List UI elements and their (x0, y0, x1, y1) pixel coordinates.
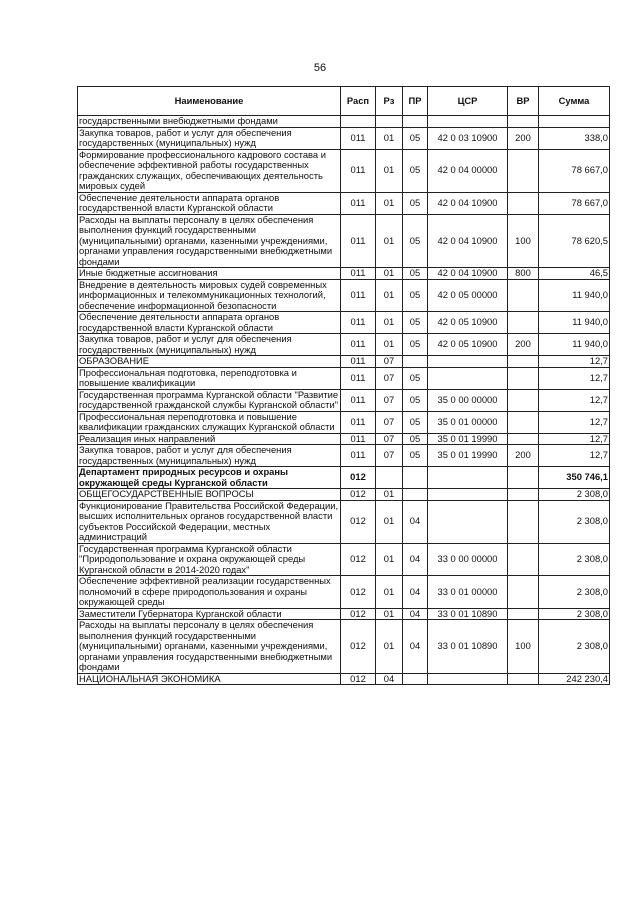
cell-sum: 2 308,0 (539, 500, 610, 543)
cell-name: Формирование профессионального кадрового состава и обеспечение эффективной работы государственных гражданских служащих, обеспечивающих деятельность мировых судей (78, 149, 341, 192)
cell-vr (508, 149, 539, 192)
cell-csr: 35 0 01 19990 (428, 433, 508, 445)
cell-sum: 78 667,0 (539, 192, 610, 214)
cell-vr (508, 279, 539, 312)
cell-pr: 05 (403, 312, 428, 334)
cell-rasp: 011 (341, 214, 376, 268)
cell-name: Заместители Губернатора Курганской области (78, 608, 341, 620)
cell-csr (428, 467, 508, 489)
cell-rasp: 012 (341, 673, 376, 685)
table-row (78, 279, 610, 312)
cell-csr: 42 0 04 00000 (428, 149, 508, 192)
cell-rasp: 012 (341, 620, 376, 674)
cell-sum: 2 308,0 (539, 620, 610, 674)
table-row (78, 334, 610, 356)
cell-pr: 04 (403, 576, 428, 609)
table-body (78, 116, 610, 685)
cell-name: НАЦИОНАЛЬНАЯ ЭКОНОМИКА (78, 673, 341, 685)
table-row (78, 127, 610, 149)
cell-csr (428, 500, 508, 543)
cell-vr (508, 467, 539, 489)
cell-csr: 42 0 04 10900 (428, 214, 508, 268)
cell-sum: 46,5 (539, 268, 610, 280)
cell-rz: 01 (376, 334, 403, 356)
cell-csr (428, 356, 508, 368)
cell-sum: 12,7 (539, 445, 610, 467)
cell-vr (508, 543, 539, 576)
cell-rz: 01 (376, 312, 403, 334)
cell-name: Государственная программа Курганской области "Природопользование и охрана окружающей среды Курганской области в 2014-2020 годах" (78, 543, 341, 576)
cell-sum: 12,7 (539, 389, 610, 411)
cell-sum: 350 746,1 (539, 467, 610, 489)
header-name: Наименование (78, 87, 341, 116)
cell-csr: 35 0 00 00000 (428, 389, 508, 411)
cell-rz: 01 (376, 279, 403, 312)
cell-vr: 800 (508, 268, 539, 280)
cell-vr (508, 673, 539, 685)
cell-rasp: 011 (341, 127, 376, 149)
cell-pr: 05 (403, 367, 428, 389)
cell-sum: 2 308,0 (539, 543, 610, 576)
cell-csr: 42 0 05 10900 (428, 312, 508, 334)
cell-rasp: 012 (341, 489, 376, 501)
cell-sum: 2 308,0 (539, 489, 610, 501)
cell-name: ОБРАЗОВАНИЕ (78, 356, 341, 368)
cell-rz (376, 467, 403, 489)
cell-csr: 42 0 04 10900 (428, 268, 508, 280)
header-rz: Рз (376, 87, 403, 116)
cell-name: Закупка товаров, работ и услуг для обеспечения государственных (муниципальных) нужд (78, 334, 341, 356)
cell-vr (508, 116, 539, 128)
table-row (78, 500, 610, 543)
cell-pr: 05 (403, 411, 428, 433)
cell-pr: 04 (403, 500, 428, 543)
cell-csr: 33 0 00 00000 (428, 543, 508, 576)
cell-rasp: 011 (341, 367, 376, 389)
table-row (78, 433, 610, 445)
header-vr: ВР (508, 87, 539, 116)
table-row (78, 543, 610, 576)
cell-pr: 05 (403, 192, 428, 214)
cell-name: Государственная программа Курганской области "Развитие государственной гражданской службы Курганской области" (78, 389, 341, 411)
cell-rasp (341, 116, 376, 128)
cell-csr (428, 489, 508, 501)
page-number: 56 (313, 62, 327, 74)
cell-rz: 01 (376, 268, 403, 280)
header-csr: ЦСР (428, 87, 508, 116)
cell-sum: 78 620,5 (539, 214, 610, 268)
cell-name: Профессиональная переподготовка и повышение квалификации гражданских служащих Курганской области (78, 411, 341, 433)
table-row (78, 489, 610, 501)
cell-vr: 200 (508, 445, 539, 467)
header-pr: ПР (403, 87, 428, 116)
cell-csr: 42 0 05 10900 (428, 334, 508, 356)
cell-name: Расходы на выплаты персоналу в целях обеспечения выполнения функций государственными (муниципальными) органами, казенными учреждениями, органами управления государственными внебюджетными фондами (78, 620, 341, 674)
cell-pr: 05 (403, 279, 428, 312)
cell-name: государственными внебюджетными фондами (78, 116, 341, 128)
header-sum: Сумма (539, 87, 610, 116)
cell-rz: 07 (376, 356, 403, 368)
cell-rz: 07 (376, 411, 403, 433)
cell-rasp: 011 (341, 445, 376, 467)
cell-rz: 04 (376, 673, 403, 685)
cell-pr (403, 489, 428, 501)
table-row (78, 116, 610, 128)
cell-rasp: 011 (341, 279, 376, 312)
table-row (78, 214, 610, 268)
cell-name: Реализация иных направлений (78, 433, 341, 445)
header-rasp: Расп (341, 87, 376, 116)
cell-csr (428, 367, 508, 389)
table-row (78, 673, 610, 685)
cell-pr: 05 (403, 268, 428, 280)
cell-sum: 2 308,0 (539, 608, 610, 620)
table-row (78, 467, 610, 489)
cell-csr: 35 0 01 19990 (428, 445, 508, 467)
cell-name: Закупка товаров, работ и услуг для обеспечения государственных (муниципальных) нужд (78, 445, 341, 467)
cell-rz: 01 (376, 127, 403, 149)
cell-pr: 05 (403, 127, 428, 149)
cell-rasp: 012 (341, 467, 376, 489)
cell-sum: 12,7 (539, 356, 610, 368)
cell-csr: 33 0 01 10890 (428, 608, 508, 620)
cell-name: Расходы на выплаты персоналу в целях обеспечения выполнения функций государственными (муниципальными) органами, казенными учреждениями, органами управления государственными внебюджетными фондами (78, 214, 341, 268)
cell-pr: 04 (403, 608, 428, 620)
cell-sum: 11 940,0 (539, 312, 610, 334)
cell-sum (539, 116, 610, 128)
cell-rz: 07 (376, 367, 403, 389)
cell-pr (403, 116, 428, 128)
cell-rz: 01 (376, 620, 403, 674)
cell-sum: 242 230,4 (539, 673, 610, 685)
cell-sum: 12,7 (539, 433, 610, 445)
cell-name: Обеспечение деятельности аппарата органов государственной власти Курганской области (78, 312, 341, 334)
cell-rasp: 012 (341, 576, 376, 609)
cell-vr (508, 489, 539, 501)
cell-csr: 33 0 01 10890 (428, 620, 508, 674)
cell-vr (508, 192, 539, 214)
table-row (78, 312, 610, 334)
cell-sum: 12,7 (539, 411, 610, 433)
cell-name: ОБЩЕГОСУДАРСТВЕННЫЕ ВОПРОСЫ (78, 489, 341, 501)
cell-rasp: 011 (341, 268, 376, 280)
cell-rz: 01 (376, 192, 403, 214)
table-row (78, 608, 610, 620)
cell-vr: 100 (508, 620, 539, 674)
cell-name: Функционирование Правительства Российской Федерации, высших исполнительных органов государственной власти субъектов Российской Федерации, местных администраций (78, 500, 341, 543)
table-row (78, 445, 610, 467)
cell-pr (403, 356, 428, 368)
cell-pr (403, 673, 428, 685)
cell-vr (508, 411, 539, 433)
cell-rasp: 011 (341, 389, 376, 411)
cell-vr (508, 312, 539, 334)
cell-sum: 78 667,0 (539, 149, 610, 192)
cell-vr: 100 (508, 214, 539, 268)
cell-rz: 01 (376, 214, 403, 268)
cell-csr (428, 673, 508, 685)
cell-name: Обеспечение эффективной реализации государственных полномочий в сфере природопользования и охраны окружающей среды (78, 576, 341, 609)
cell-pr: 05 (403, 334, 428, 356)
cell-name: Иные бюджетные ассигнования (78, 268, 341, 280)
cell-rz: 01 (376, 489, 403, 501)
cell-vr: 200 (508, 334, 539, 356)
table-row (78, 192, 610, 214)
table-row (78, 620, 610, 674)
cell-pr: 04 (403, 620, 428, 674)
cell-rasp: 012 (341, 608, 376, 620)
cell-rz: 07 (376, 433, 403, 445)
cell-vr (508, 389, 539, 411)
table-header (78, 87, 610, 116)
cell-sum: 11 940,0 (539, 279, 610, 312)
cell-rasp: 011 (341, 356, 376, 368)
cell-sum: 338,0 (539, 127, 610, 149)
cell-pr: 05 (403, 445, 428, 467)
cell-sum: 11 940,0 (539, 334, 610, 356)
cell-name: Департамент природных ресурсов и охраны окружающей среды Курганской области (78, 467, 341, 489)
table-row (78, 367, 610, 389)
cell-csr: 35 0 01 00000 (428, 411, 508, 433)
cell-csr (428, 116, 508, 128)
cell-vr (508, 576, 539, 609)
cell-rasp: 011 (341, 334, 376, 356)
cell-rz: 07 (376, 389, 403, 411)
cell-vr: 200 (508, 127, 539, 149)
cell-csr: 42 0 03 10900 (428, 127, 508, 149)
budget-table (77, 86, 610, 685)
cell-name: Внедрение в деятельность мировых судей современных информационных и телекоммуникационных технологий, обеспечение информационной безопасности (78, 279, 341, 312)
cell-rasp: 012 (341, 500, 376, 543)
cell-rz: 01 (376, 149, 403, 192)
cell-pr: 04 (403, 543, 428, 576)
cell-pr: 05 (403, 149, 428, 192)
cell-pr (403, 467, 428, 489)
cell-rz (376, 116, 403, 128)
cell-vr (508, 608, 539, 620)
cell-rasp: 012 (341, 543, 376, 576)
cell-pr: 05 (403, 389, 428, 411)
cell-rasp: 011 (341, 192, 376, 214)
cell-vr (508, 433, 539, 445)
cell-name: Закупка товаров, работ и услуг для обеспечения государственных (муниципальных) нужд (78, 127, 341, 149)
cell-vr (508, 356, 539, 368)
table-row (78, 149, 610, 192)
cell-vr (508, 500, 539, 543)
cell-rz: 01 (376, 543, 403, 576)
cell-rasp: 011 (341, 149, 376, 192)
cell-vr (508, 367, 539, 389)
cell-csr: 42 0 05 00000 (428, 279, 508, 312)
table-row (78, 356, 610, 368)
cell-csr: 33 0 01 00000 (428, 576, 508, 609)
cell-pr: 05 (403, 433, 428, 445)
table-row (78, 576, 610, 609)
table-row (78, 268, 610, 280)
cell-sum: 12,7 (539, 367, 610, 389)
cell-name: Профессиональная подготовка, переподготовка и повышение квалификации (78, 367, 341, 389)
cell-sum: 2 308,0 (539, 576, 610, 609)
cell-pr: 05 (403, 214, 428, 268)
cell-rz: 07 (376, 445, 403, 467)
cell-rasp: 011 (341, 411, 376, 433)
cell-rz: 01 (376, 500, 403, 543)
cell-rz: 01 (376, 576, 403, 609)
cell-csr: 42 0 04 10900 (428, 192, 508, 214)
cell-rz: 01 (376, 608, 403, 620)
cell-rasp: 011 (341, 312, 376, 334)
cell-name: Обеспечение деятельности аппарата органов государственной власти Курганской области (78, 192, 341, 214)
table-row (78, 389, 610, 411)
cell-rasp: 011 (341, 433, 376, 445)
table-row (78, 411, 610, 433)
